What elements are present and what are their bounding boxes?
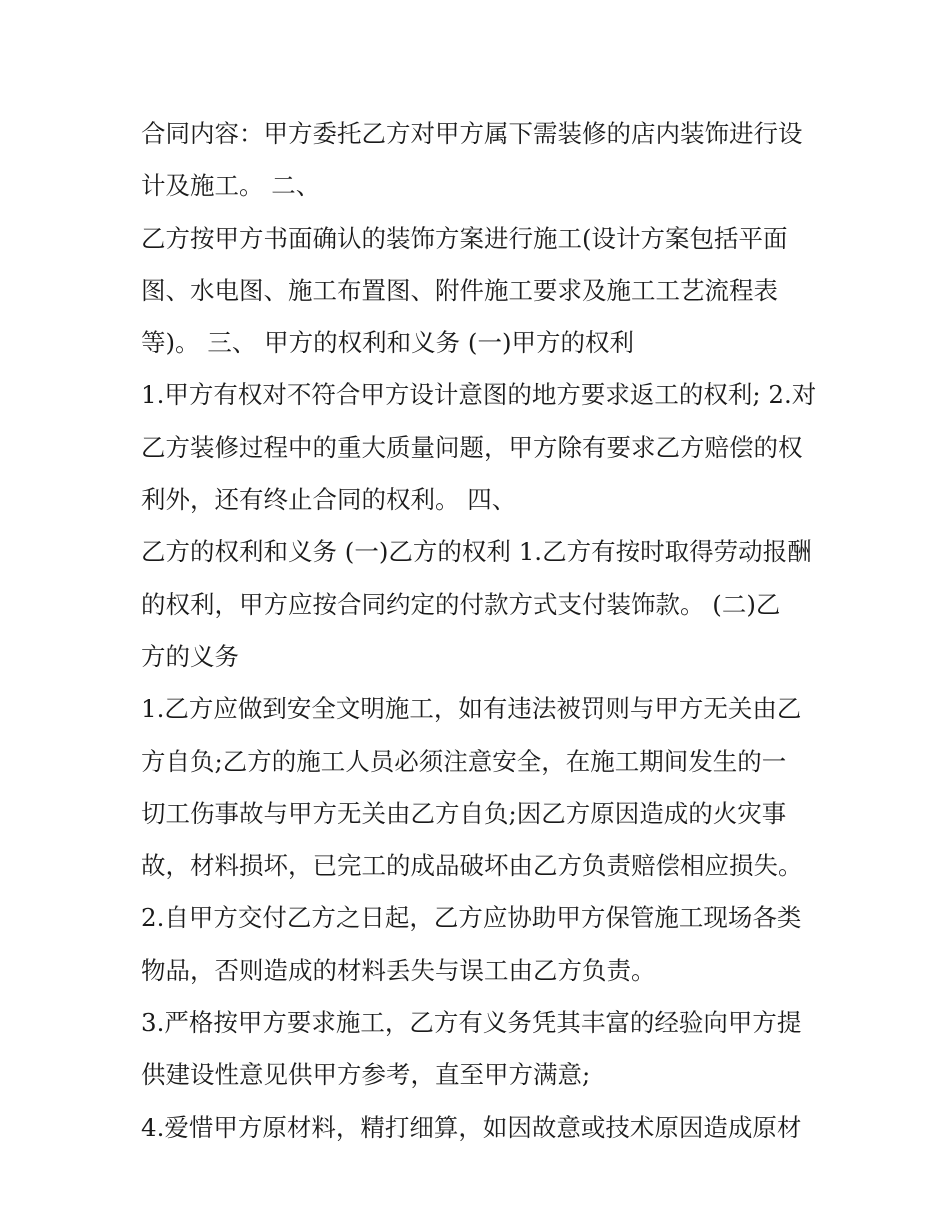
text-line: 方的义务: [141, 641, 239, 671]
text-line: 4.爱惜甲方原材料，精打细算，如因故意或技术原因造成原材: [141, 1112, 802, 1142]
text-line: 合同内容：甲方委托乙方对甲方属下需装修的店内装饰进行设: [141, 119, 803, 148]
text-line: 的权利，甲方应按合同约定的付款方式支付装饰款。 (二)乙: [141, 589, 781, 619]
text-line: 计及施工。 二、: [141, 171, 321, 201]
text-line: 3.严格按甲方要求施工，乙方有义务凭其丰富的经验向甲方提: [141, 1008, 802, 1038]
contract-body-text: [141, 108, 831, 1154]
text-line: 2.自甲方交付乙方之日起，乙方应协助甲方保管施工现场各类: [141, 903, 802, 933]
text-line: 图、水电图、施工布置图、附件施工要求及施工工艺流程表: [141, 275, 778, 305]
text-line: 乙方按甲方书面确认的装饰方案进行施工(设计方案包括平面: [141, 223, 788, 253]
text-line: 供建设性意见供甲方参考，直至甲方满意;: [141, 1060, 591, 1090]
text-line: 切工伤事故与甲方无关由乙方自负;因乙方原因造成的火灾事: [141, 798, 787, 828]
text-line: 1.甲方有权对不符合甲方设计意图的地方要求返工的权利; 2.对: [141, 380, 817, 410]
text-line: 利外，还有终止合同的权利。 四、: [141, 485, 517, 515]
text-line: 乙方装修过程中的重大质量问题，甲方除有要求乙方赔偿的权: [141, 432, 803, 462]
text-line: 方自负;乙方的施工人员必须注意安全，在施工期间发生的一: [141, 746, 787, 776]
text-line: 等)。 三、 甲方的权利和义务 (一)甲方的权利: [141, 328, 635, 358]
text-line: 1.乙方应做到安全文明施工，如有违法被罚则与甲方无关由乙: [141, 694, 802, 724]
text-line: 故，材料损坏，已完工的成品破坏由乙方负责赔偿相应损失。: [141, 851, 803, 881]
text-line: 物品，否则造成的材料丢失与误工由乙方负责。: [141, 955, 656, 985]
text-line: 乙方的权利和义务 (一)乙方的权利 1.乙方有按时取得劳动报酬: [141, 537, 812, 567]
